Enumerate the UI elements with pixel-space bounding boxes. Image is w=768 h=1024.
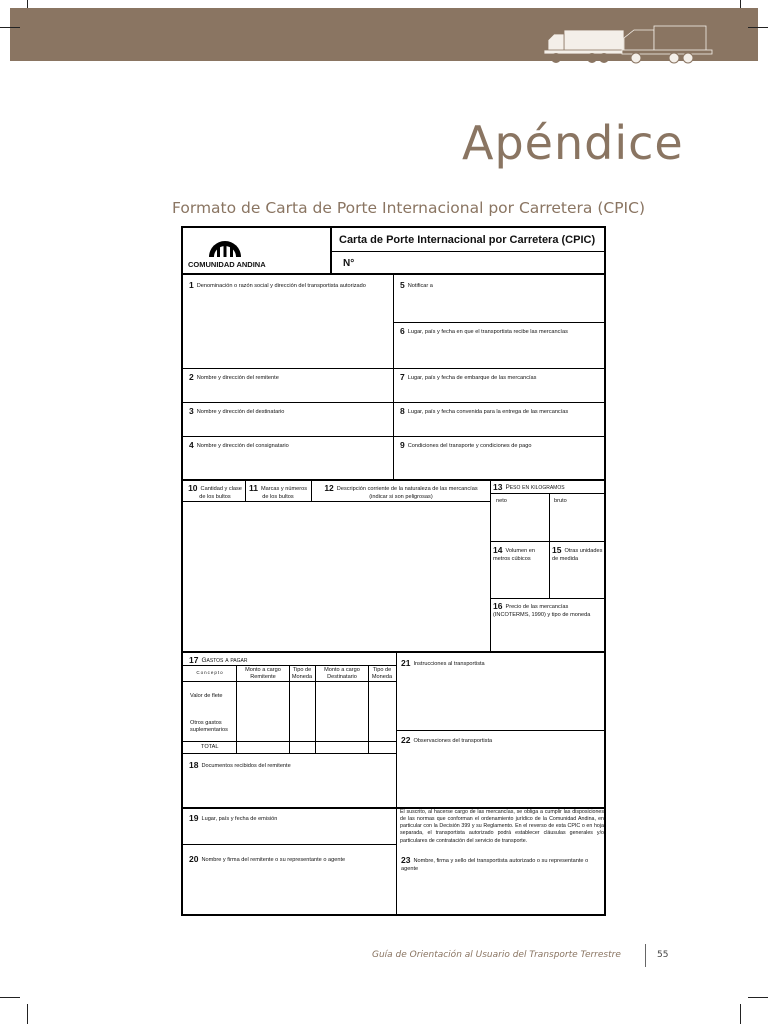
field-19[interactable]: 19 Lugar, país y fecha de emisión xyxy=(189,813,278,823)
org-name: COMUNIDAD ANDINA xyxy=(188,260,266,269)
field-18[interactable]: 18 Documentos recibidos del remitente xyxy=(189,760,291,770)
crop-mark xyxy=(27,0,28,8)
field-1[interactable]: 1 Denominación o razón social y dirección del transportista autorizado xyxy=(189,280,366,290)
field-9[interactable]: 9 Condiciones del transporte y condiciones de pago xyxy=(400,440,532,450)
field-2[interactable]: 2 Nombre y dirección del remitente xyxy=(189,372,279,382)
col-concepto: Concepto xyxy=(196,670,224,675)
page-title: Apéndice xyxy=(462,116,684,170)
field-16[interactable]: 16 Precio de las mercancías (INCOTERMS, 1990) y tipo de moneda xyxy=(493,601,591,618)
field-5[interactable]: 5 Notificar a xyxy=(400,280,433,290)
col-tipo-moneda-2: Tipo de Moneda xyxy=(371,667,393,680)
field-22[interactable]: 22 Observaciones del transportista xyxy=(401,735,493,745)
crop-mark xyxy=(748,997,768,998)
row-otros-gastos: Otros gastos suplementarios xyxy=(190,720,228,733)
field-20[interactable]: 20 Nombre y firma del remitente o su representante o agente xyxy=(189,854,346,864)
page-number: 55 xyxy=(657,950,669,960)
field-3[interactable]: 3 Nombre y dirección del destinatario xyxy=(189,406,285,416)
field-13[interactable]: 13 Peso en kilogramos xyxy=(493,482,565,492)
col-monto-remitente: Monto a cargo Remitente xyxy=(245,667,281,680)
declaration-text: El suscrito, al hacerse cargo de las mercancías, se obliga a cumplir las disposiciones de las normas que conforman el ordenamiento jurídico de la Comunidad Andina, en particular con la Decisión 399 y su Reglamento. En el reverso de esta CPIC o en hoja separada, el transportista autorizado podrá establecer cláusulas generales y/o particulares de contratación del servicio de transporte. xyxy=(400,809,604,844)
footer-guide-title: Guía de Orientación al Usuario del Transporte Terrestre xyxy=(372,950,621,960)
field-21[interactable]: 21 Instrucciones al transportista xyxy=(401,658,485,668)
field-13-bruto: bruto xyxy=(554,498,567,504)
comunidad-andina-logo-icon xyxy=(207,233,243,259)
form-title: Carta de Porte Internacional por Carretera (CPIC) xyxy=(339,234,596,246)
field-4[interactable]: 4 Nombre y dirección del consignatario xyxy=(189,440,289,450)
form-number-label: N° xyxy=(343,258,355,269)
field-6[interactable]: 6 Lugar, país y fecha en que el transportista recibe las mercancías xyxy=(400,326,568,336)
crop-mark xyxy=(0,997,20,998)
col-monto-destinatario: Monto a cargo Destinatario xyxy=(324,667,360,680)
section-subtitle: Formato de Carta de Porte Internacional por Carretera (CPIC) xyxy=(172,199,645,217)
crop-mark xyxy=(748,27,768,28)
trucks-icon xyxy=(544,20,764,66)
row-total: TOTAL xyxy=(201,744,219,750)
field-7[interactable]: 7 Lugar, país y fecha de embarque de las mercancías xyxy=(400,372,537,382)
field-8[interactable]: 8 Lugar, país y fecha convenida para la entrega de las mercancías xyxy=(400,406,569,416)
row-valor-flete: Valor de flete xyxy=(190,693,223,699)
field-11[interactable]: 11 Marcas y números de los bultos xyxy=(248,483,307,500)
cpic-form xyxy=(181,226,606,916)
footer-divider xyxy=(645,944,646,967)
crop-mark xyxy=(740,0,741,8)
field-23[interactable]: 23 Nombre, firma y sello del transportista autorizado o su representante o agente xyxy=(401,855,589,872)
field-10[interactable]: 10 Cantidad y clase de los bultos xyxy=(188,483,242,500)
col-tipo-moneda-1: Tipo de Moneda xyxy=(291,667,313,680)
field-15[interactable]: 15 Otras unidades de medida xyxy=(552,545,603,562)
crop-mark xyxy=(0,27,20,28)
crop-mark xyxy=(740,1004,741,1024)
field-12[interactable]: 12 Descripción corriente de la naturaleza de las mercancías (indicar si son peligrosas) xyxy=(324,483,478,500)
field-13-neto: neto xyxy=(496,498,507,504)
field-14[interactable]: 14 Volumen en metros cúbicos xyxy=(493,545,536,562)
field-17[interactable]: 17 Gastos a pagar xyxy=(189,655,248,665)
crop-mark xyxy=(27,1004,28,1024)
